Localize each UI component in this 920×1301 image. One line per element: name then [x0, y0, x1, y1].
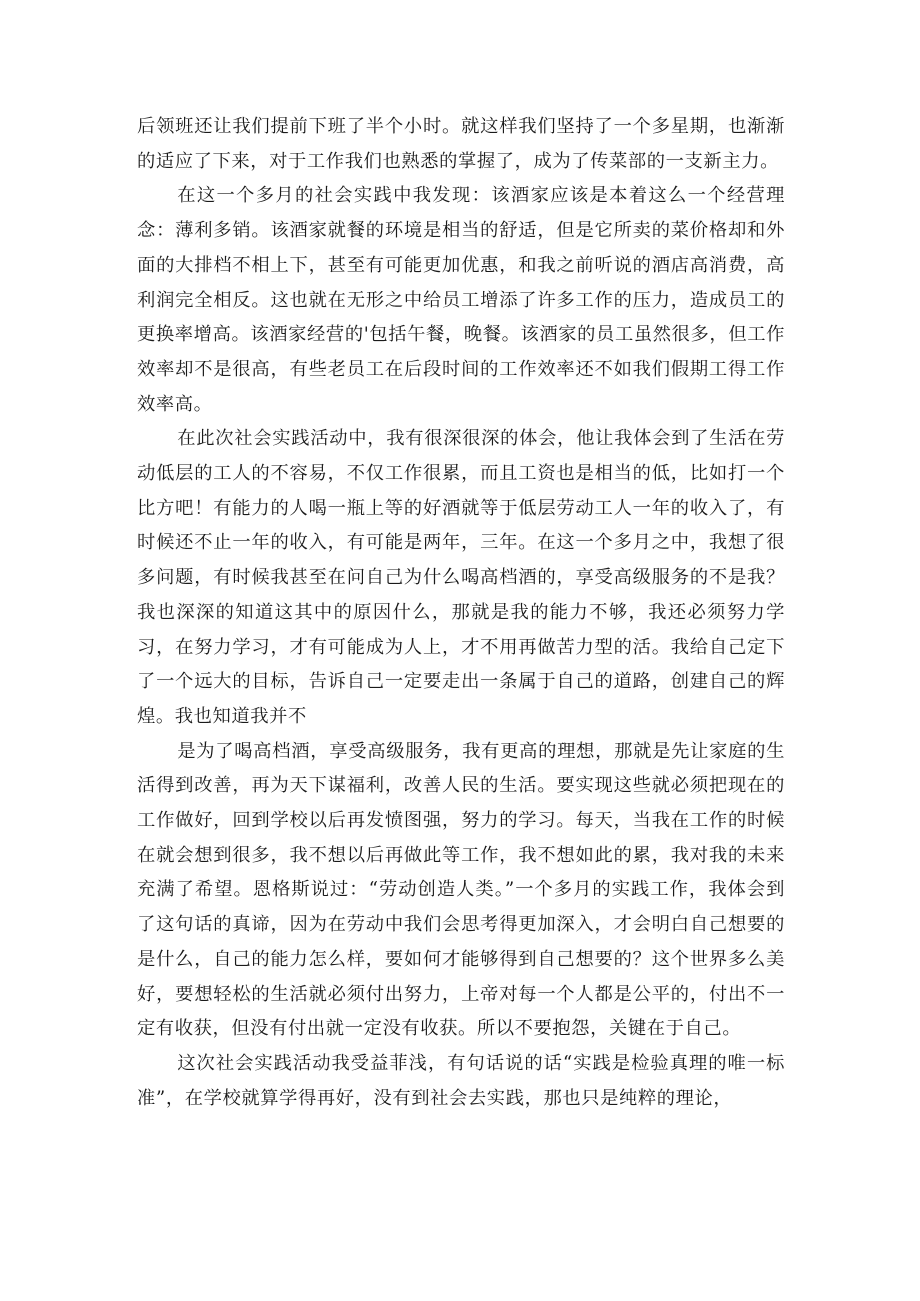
document-body	[137, 110, 785, 1116]
paragraph-5: 这次社会实践活动我受益菲浅，有句话说的话“实践是检验真理的唯一标准”，在学校就算学得再好，没有到社会去实践，那也只是纯粹的理论，	[137, 1052, 785, 1109]
paragraph-1: 后领班还让我们提前下班了半个小时。就这样我们坚持了一个多星期，也渐渐的适应了下来，对于工作我们也熟悉的掌握了，成为了传菜部的一支新主力。	[137, 116, 785, 172]
paragraph-2: 在这一个多月的社会实践中我发现：该酒家应该是本着这么一个经营理念：薄利多销。该酒家就餐的环境是相当的舒适，但是它所卖的菜价格却和外面的大排档不相上下，甚至有可能更加优惠，和我之前听说的酒店高消费，高利润完全相反。这也就在无形之中给员工增添了许多工作的压力，造成员工的更换率增高。该酒家经营的'包括午餐，晚餐。该酒家的员工虽然很多，但工作效率却不是很高，有些老员工在后段时间的工作效率还不如我们假期工得工作效率高。	[137, 185, 785, 415]
paragraph-4: 是为了喝高档酒，享受高级服务，我有更高的理想，那就是先让家庭的生活得到改善，再为天下谋福利，改善人民的生活。要实现这些就必须把现在的工作做好，回到学校以后再发愤图强，努力的学习。每天，当我在工作的时候在就会想到很多，我不想以后再做此等工作，我不想如此的累，我对我的未来充满了希望。恩格斯说过：“劳动创造人类。”一个多月的实践工作，我体会到了这句话的真谛，因为在劳动中我们会思考得更加深入，才会明白自己想要的是什么，自己的能力怎么样，要如何才能够得到自己想要的？这个世界多么美好，要想轻松的生活就必须付出努力，上帝对每一个人都是公平的，付出不一定有收获，但没有付出就一定没有收获。所以不要抱怨，关键在于自己。	[137, 740, 785, 1040]
paragraph-3: 在此次社会实践活动中，我有很深很深的体会，他让我体会到了生活在劳动低层的工人的不容易，不仅工作很累，而且工资也是相当的低，比如打一个比方吧！有能力的人喝一瓶上等的好酒就等于低层劳动工人一年的收入了，有时候还不止一年的收入，有可能是两年，三年。在这一个多月之中，我想了很多问题，有时候我甚至在问自己为什么喝高档酒的，享受高级服务的不是我？我也深深的知道这其中的原因什么，那就是我的能力不够，我还必须努力学习，在努力学习，才有可能成为人上，才不用再做苦力型的活。我给自己定下了一个远大的目标，告诉自己一定要走出一条属于自己的道路，创建自己的辉煌。我也知道我并不	[137, 428, 785, 727]
